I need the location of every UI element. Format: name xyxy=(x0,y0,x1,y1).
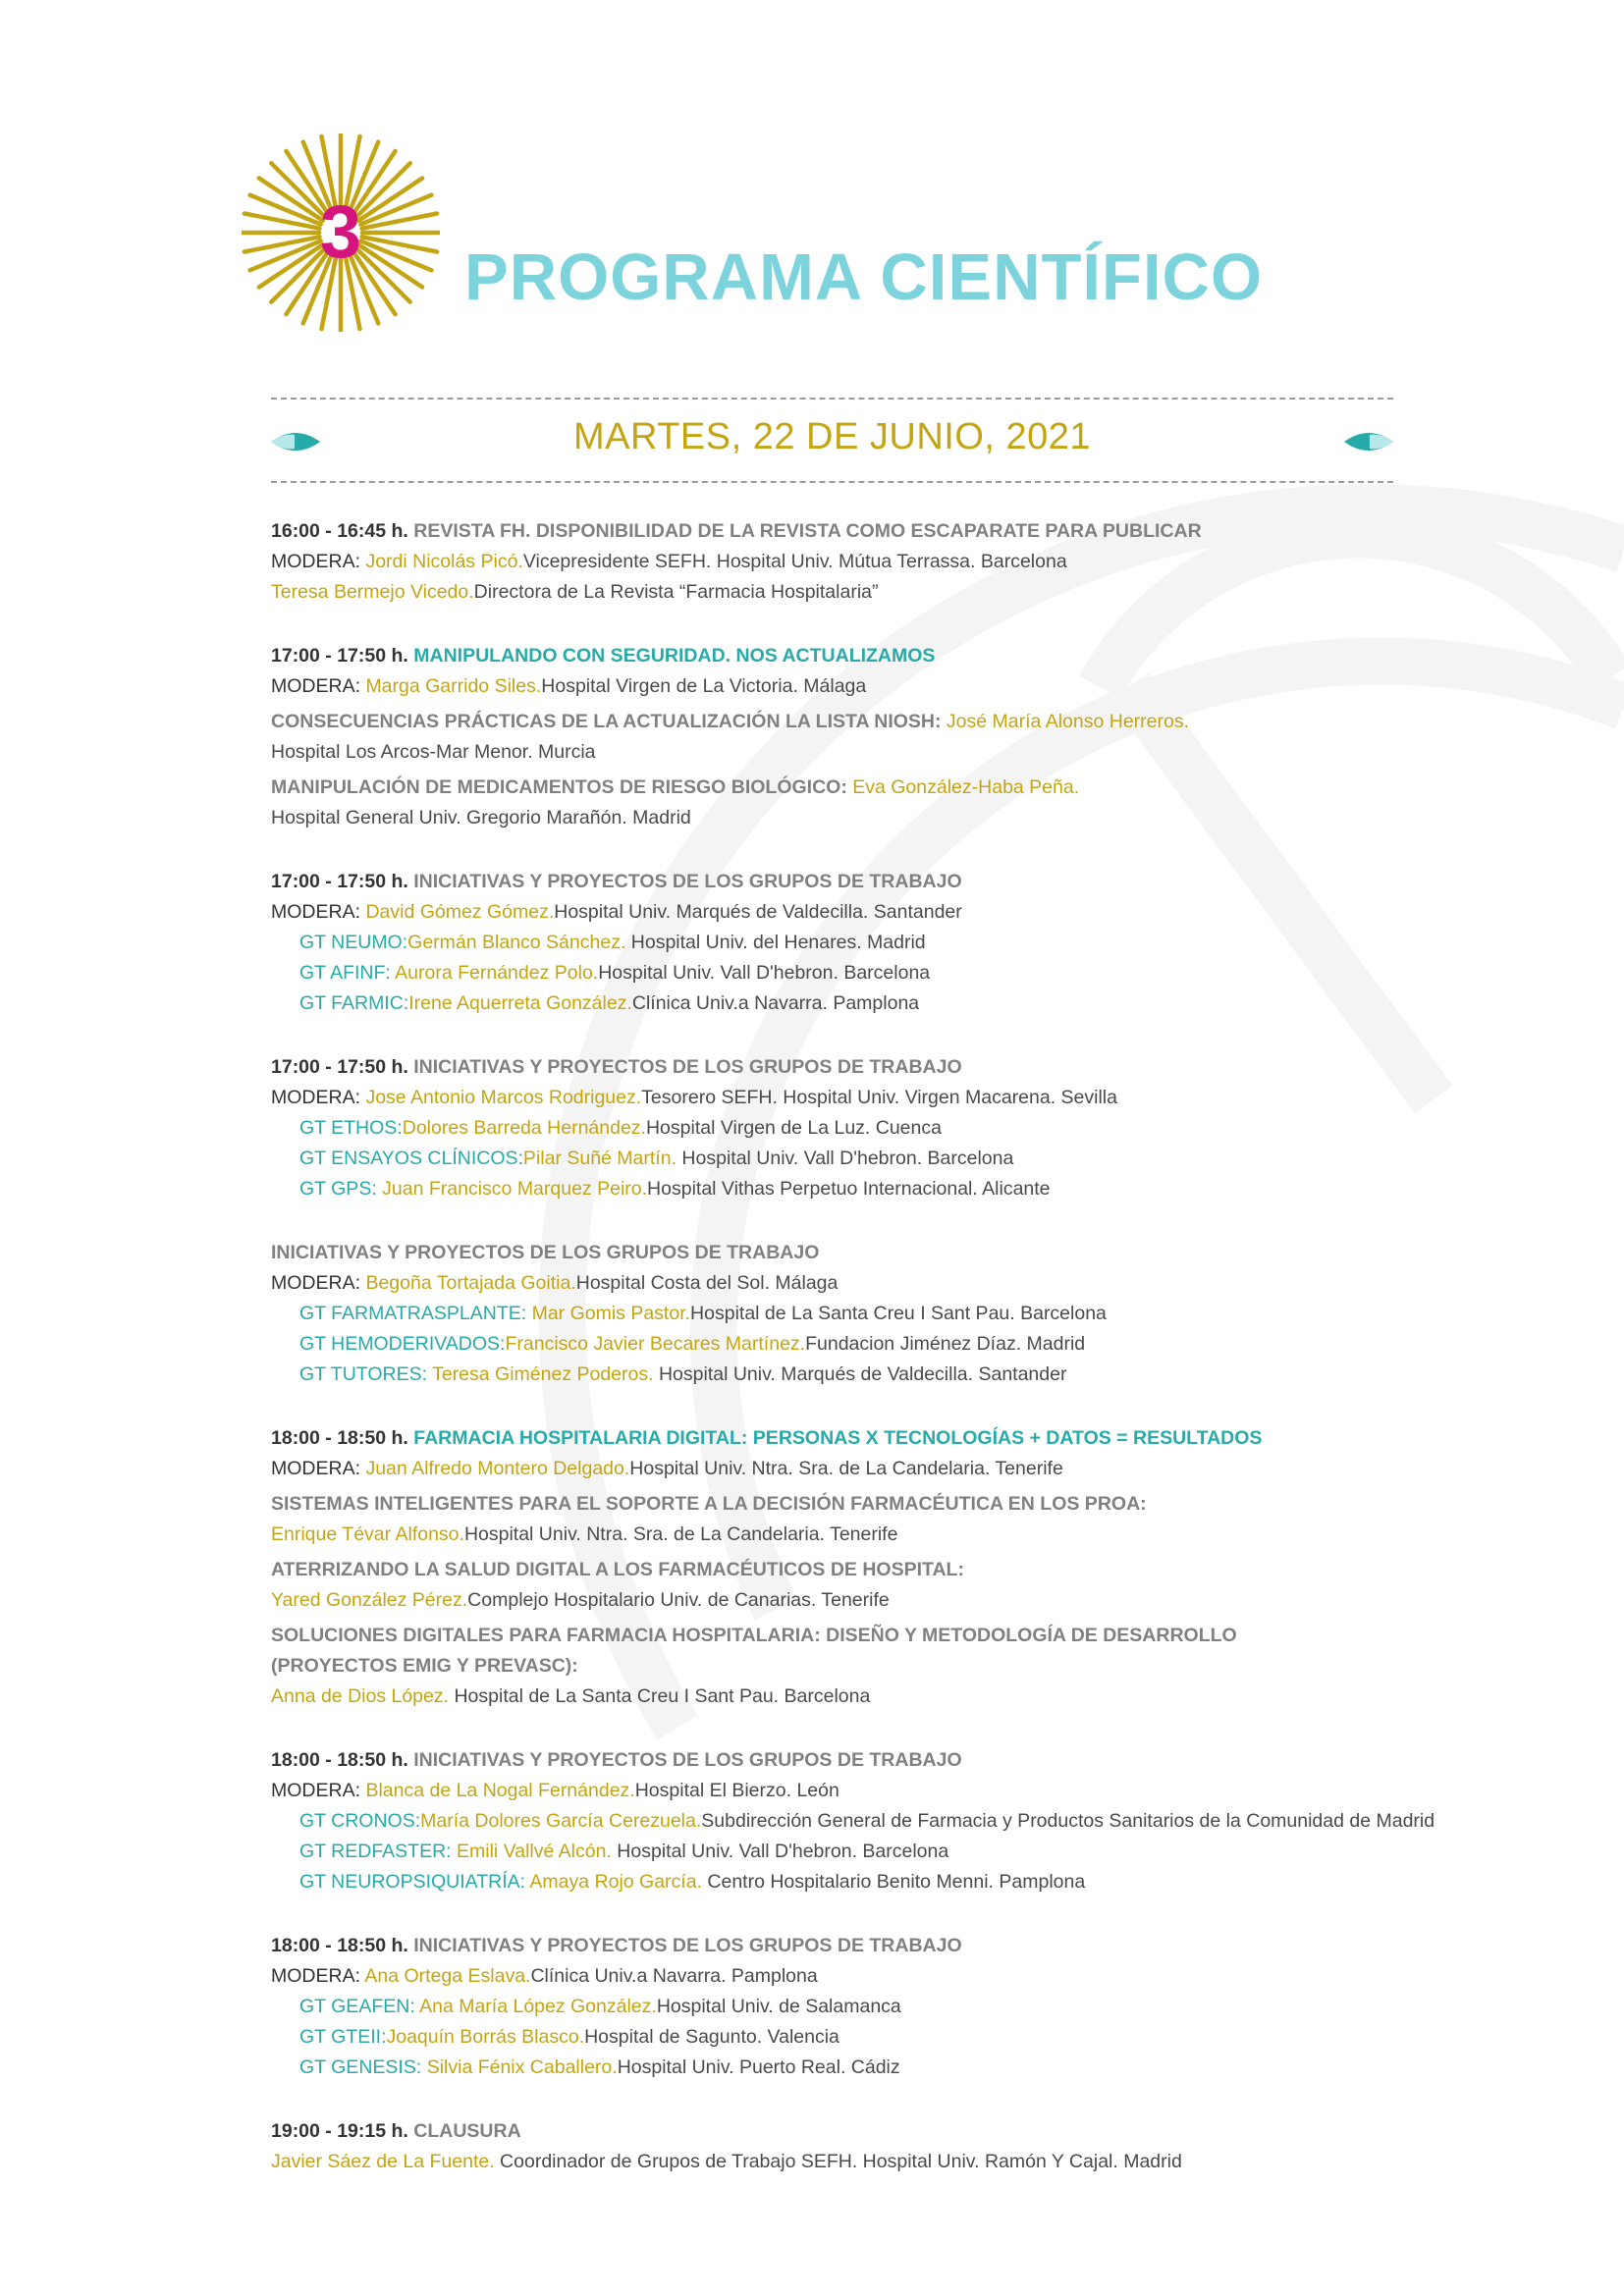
group-label: GT NEUMO: xyxy=(299,932,408,953)
group-affiliation: Fundacion Jiménez Díaz. Madrid xyxy=(805,1333,1086,1355)
divider-bottom xyxy=(271,481,1393,483)
group-affiliation: Hospital Univ. Vall D'hebron. Barcelona xyxy=(677,1148,1014,1169)
talk-affiliation: Hospital de La Santa Creu I Sant Pau. Barcelona xyxy=(449,1685,871,1707)
moderator-affiliation: Hospital Costa del Sol. Málaga xyxy=(575,1272,839,1294)
talk-affiliation-line xyxy=(271,803,1449,833)
group-speaker: Germán Blanco Sánchez. xyxy=(407,932,626,953)
session-title: INICIATIVAS Y PROYECTOS DE LOS GRUPOS DE TRABAJO xyxy=(413,1056,962,1078)
moderator-name: Ana Ortega Eslava. xyxy=(364,1965,531,1987)
moderator-label: MODERA: xyxy=(271,1458,366,1479)
talk-line xyxy=(271,707,1449,737)
session-title: MANIPULANDO CON SEGURIDAD. NOS ACTUALIZAMOS xyxy=(413,645,936,667)
group-affiliation: Hospital de Sagunto. Valencia xyxy=(584,2026,839,2048)
speaker-name: Javier Sáez de La Fuente. xyxy=(271,2151,495,2172)
talk-line xyxy=(271,773,1449,803)
session-block xyxy=(271,1238,1449,1390)
talk-title: SISTEMAS INTELIGENTES PARA EL SOPORTE A LA DECISIÓN FARMACÉUTICA EN LOS PROA: xyxy=(271,1493,1147,1515)
moderator-name: Begoña Tortajada Goitia. xyxy=(365,1272,576,1294)
session-time: 17:00 - 17:50 h. xyxy=(271,645,408,667)
group-speaker: Ana María López González. xyxy=(419,1996,657,2017)
speaker-affiliation: Coordinador de Grupos de Trabajo SEFH. Hospital Univ. Ramón Y Cajal. Madrid xyxy=(494,2151,1182,2172)
moderator-label: MODERA: xyxy=(271,551,366,572)
session-block xyxy=(271,867,1449,1019)
group-speaker: Amaya Rojo García. xyxy=(529,1871,702,1893)
group-line xyxy=(271,1144,1449,1174)
session-time: 17:00 - 17:50 h. xyxy=(271,871,408,892)
group-label: GT GTEII: xyxy=(299,2026,387,2048)
session-header xyxy=(271,1238,1449,1268)
talk-speaker-line xyxy=(271,1682,1449,1712)
group-line xyxy=(271,1360,1449,1390)
group-line xyxy=(271,1113,1449,1144)
group-label: GT FARMIC: xyxy=(299,992,409,1014)
group-affiliation: Hospital Univ. Vall D'hebron. Barcelona xyxy=(598,962,931,984)
session-block xyxy=(271,1423,1449,1712)
group-label: GT GPS: xyxy=(299,1178,383,1200)
session-header xyxy=(271,2116,1449,2147)
talk-speaker-line xyxy=(271,1585,1449,1616)
group-affiliation: Hospital Virgen de La Luz. Cuenca xyxy=(645,1117,942,1139)
speaker-line xyxy=(271,577,1449,608)
session-header xyxy=(271,1423,1449,1454)
group-speaker: Juan Francisco Marquez Peiro. xyxy=(382,1178,648,1200)
talk-title: MANIPULACIÓN DE MEDICAMENTOS DE RIESGO BIOLÓGICO: xyxy=(271,776,853,798)
moderator-line xyxy=(271,1083,1449,1113)
group-speaker: Dolores Barreda Hernández. xyxy=(402,1117,646,1139)
group-label: GT GEAFEN: xyxy=(299,1996,420,2017)
session-header xyxy=(271,1052,1449,1083)
program-list xyxy=(271,516,1449,2211)
moderator-line xyxy=(271,1268,1449,1299)
session-header xyxy=(271,641,1449,671)
group-line xyxy=(271,1329,1449,1360)
group-speaker: Irene Aquerreta González. xyxy=(408,992,632,1014)
group-line xyxy=(271,2053,1449,2083)
moderator-affiliation: Tesorero SEFH. Hospital Univ. Virgen Macarena. Sevilla xyxy=(641,1087,1117,1108)
eye-right-icon xyxy=(1344,429,1393,454)
group-speaker: Francisco Javier Becares Martínez. xyxy=(505,1333,806,1355)
group-label: GT FARMATRASPLANTE: xyxy=(299,1303,532,1324)
group-affiliation: Hospital Univ. Puerto Real. Cádiz xyxy=(617,2056,900,2078)
group-affiliation: Clínica Univ.a Navarra. Pamplona xyxy=(631,992,920,1014)
talk-title-line xyxy=(271,1555,1449,1585)
group-affiliation: Hospital Univ. Vall D'hebron. Barcelona xyxy=(611,1841,949,1862)
group-label: GT REDFASTER: xyxy=(299,1841,457,1862)
moderator-affiliation: Clínica Univ.a Navarra. Pamplona xyxy=(530,1965,818,1987)
group-label: GT ENSAYOS CLÍNICOS: xyxy=(299,1148,523,1169)
divider-top xyxy=(271,398,1393,400)
group-label: GT TUTORES: xyxy=(299,1363,433,1385)
session-time: 18:00 - 18:50 h. xyxy=(271,1749,408,1771)
talk-speaker: Yared González Pérez. xyxy=(271,1589,468,1611)
group-speaker: María Dolores García Cerezuela. xyxy=(420,1810,702,1832)
group-affiliation: Hospital Univ. de Salamanca xyxy=(656,1996,901,2017)
talk-title: SOLUCIONES DIGITALES PARA FARMACIA HOSPITALARIA: DISEÑO Y METODOLOGÍA DE DESARROLLO xyxy=(271,1625,1237,1646)
moderator-affiliation: Vicepresidente SEFH. Hospital Univ. Mútua Terrassa. Barcelona xyxy=(522,551,1067,572)
speaker-name: Teresa Bermejo Vicedo. xyxy=(271,581,474,603)
session-title: INICIATIVAS Y PROYECTOS DE LOS GRUPOS DE TRABAJO xyxy=(413,1749,962,1771)
group-line xyxy=(271,1174,1449,1204)
group-affiliation: Centro Hospitalario Benito Menni. Pamplona xyxy=(701,1871,1086,1893)
group-label: GT ETHOS: xyxy=(299,1117,403,1139)
moderator-name: David Gómez Gómez. xyxy=(365,901,555,923)
group-affiliation: Hospital de La Santa Creu I Sant Pau. Barcelona xyxy=(690,1303,1107,1324)
group-speaker: Pilar Suñé Martín. xyxy=(522,1148,677,1169)
session-block xyxy=(271,1931,1449,2083)
moderator-affiliation: Hospital El Bierzo. León xyxy=(634,1780,839,1801)
group-affiliation: Hospital Vithas Perpetuo Internacional. Alicante xyxy=(647,1178,1051,1200)
date-heading: MARTES, 22 DE JUNIO, 2021 xyxy=(572,416,1092,457)
session-time: 18:00 - 18:50 h. xyxy=(271,1935,408,1956)
talk-affiliation: Hospital Univ. Ntra. Sra. de La Candelaria. Tenerife xyxy=(463,1523,898,1545)
talk-speaker-line xyxy=(271,1520,1449,1550)
moderator-label: MODERA: xyxy=(271,901,366,923)
session-block xyxy=(271,516,1449,608)
group-line xyxy=(271,988,1449,1019)
moderator-line xyxy=(271,1454,1449,1484)
section-number: 3 xyxy=(319,190,362,274)
moderator-line xyxy=(271,1961,1449,1992)
group-affiliation: Hospital Univ. Marqués de Valdecilla. Santander xyxy=(653,1363,1067,1385)
group-label: GT HEMODERIVADOS: xyxy=(299,1333,506,1355)
session-header xyxy=(271,867,1449,897)
session-time: 19:00 - 19:15 h. xyxy=(271,2120,408,2142)
moderator-line xyxy=(271,897,1449,928)
group-speaker: Mar Gomis Pastor. xyxy=(531,1303,691,1324)
talk-speaker: José María Alonso Herreros. xyxy=(946,711,1190,732)
session-time: 16:00 - 16:45 h. xyxy=(271,520,408,542)
moderator-line xyxy=(271,671,1449,702)
moderator-affiliation: Hospital Univ. Marqués de Valdecilla. Santander xyxy=(554,901,962,923)
group-line xyxy=(271,958,1449,988)
page-title: PROGRAMA CIENTÍFICO xyxy=(464,240,1264,314)
talk-title-line xyxy=(271,1651,1449,1682)
moderator-label: MODERA: xyxy=(271,1087,366,1108)
group-line xyxy=(271,1867,1449,1897)
group-label: GT NEUROPSIQUIATRÍA: xyxy=(299,1871,530,1893)
group-speaker: Silvia Fénix Caballero. xyxy=(426,2056,618,2078)
moderator-name: Jose Antonio Marcos Rodriguez. xyxy=(365,1087,642,1108)
session-title: INICIATIVAS Y PROYECTOS DE LOS GRUPOS DE TRABAJO xyxy=(413,1935,962,1956)
group-line xyxy=(271,1806,1449,1837)
session-header xyxy=(271,1931,1449,1961)
group-label: GT CRONOS: xyxy=(299,1810,421,1832)
session-title: INICIATIVAS Y PROYECTOS DE LOS GRUPOS DE TRABAJO xyxy=(413,871,962,892)
moderator-line xyxy=(271,547,1449,577)
moderator-name: Jordi Nicolás Picó. xyxy=(365,551,523,572)
group-affiliation: Subdirección General de Farmacia y Productos Sanitarios de la Comunidad de Madrid xyxy=(701,1810,1435,1832)
group-label: GT GENESIS: xyxy=(299,2056,427,2078)
session-title: REVISTA FH. DISPONIBILIDAD DE LA REVISTA COMO ESCAPARATE PARA PUBLICAR xyxy=(413,520,1202,542)
session-block xyxy=(271,1052,1449,1204)
group-line xyxy=(271,1992,1449,2022)
session-title: INICIATIVAS Y PROYECTOS DE LOS GRUPOS DE TRABAJO xyxy=(271,1242,820,1263)
group-speaker: Emili Vallvé Alcón. xyxy=(457,1841,612,1862)
group-affiliation: Hospital Univ. del Henares. Madrid xyxy=(625,932,926,953)
talk-speaker: Enrique Tévar Alfonso. xyxy=(271,1523,464,1545)
talk-affiliation: Hospital Los Arcos-Mar Menor. Murcia xyxy=(271,741,596,763)
moderator-label: MODERA: xyxy=(271,1965,365,1987)
moderator-name: Blanca de La Nogal Fernández. xyxy=(365,1780,635,1801)
moderator-line xyxy=(271,1776,1449,1806)
group-line xyxy=(271,2022,1449,2053)
group-label: GT AFINF: xyxy=(299,962,396,984)
session-header xyxy=(271,1745,1449,1776)
moderator-label: MODERA: xyxy=(271,1780,366,1801)
session-block xyxy=(271,2116,1449,2177)
moderator-affiliation: Hospital Univ. Ntra. Sra. de La Candelaria. Tenerife xyxy=(629,1458,1063,1479)
session-header xyxy=(271,516,1449,547)
session-block xyxy=(271,1745,1449,1897)
talk-title: ATERRIZANDO LA SALUD DIGITAL A LOS FARMACÉUTICOS DE HOSPITAL: xyxy=(271,1559,964,1580)
talk-affiliation-line xyxy=(271,737,1449,768)
talk-speaker: Eva González-Haba Peña. xyxy=(852,776,1080,798)
group-speaker: Joaquín Borrás Blasco. xyxy=(386,2026,585,2048)
talk-speaker: Anna de Dios López. xyxy=(271,1685,450,1707)
talk-title: (PROYECTOS EMIG Y PREVASC): xyxy=(271,1655,578,1677)
speaker-line xyxy=(271,2147,1449,2177)
session-time: 18:00 - 18:50 h. xyxy=(271,1427,408,1449)
talk-affiliation: Complejo Hospitalario Univ. de Canarias. Tenerife xyxy=(467,1589,890,1611)
talk-affiliation: Hospital General Univ. Gregorio Marañón. Madrid xyxy=(271,807,691,828)
group-speaker: Teresa Giménez Poderos. xyxy=(432,1363,654,1385)
moderator-name: Marga Garrido Siles. xyxy=(365,675,542,697)
moderator-label: MODERA: xyxy=(271,1272,366,1294)
talk-title-line xyxy=(271,1489,1449,1520)
moderator-name: Juan Alfredo Montero Delgado. xyxy=(365,1458,630,1479)
session-title: CLAUSURA xyxy=(413,2120,521,2142)
group-speaker: Aurora Fernández Polo. xyxy=(395,962,599,984)
group-line xyxy=(271,1299,1449,1329)
moderator-label: MODERA: xyxy=(271,675,366,697)
group-line xyxy=(271,928,1449,958)
talk-title-line xyxy=(271,1621,1449,1651)
talk-title: CONSECUENCIAS PRÁCTICAS DE LA ACTUALIZACIÓN LA LISTA NIOSH: xyxy=(271,711,947,732)
session-block xyxy=(271,641,1449,833)
group-line xyxy=(271,1837,1449,1867)
session-time: 17:00 - 17:50 h. xyxy=(271,1056,408,1078)
speaker-affiliation: Directora de La Revista “Farmacia Hospitalaria” xyxy=(473,581,879,603)
moderator-affiliation: Hospital Virgen de La Victoria. Málaga xyxy=(541,675,867,697)
session-title: FARMACIA HOSPITALARIA DIGITAL: PERSONAS X TECNOLOGÍAS + DATOS = RESULTADOS xyxy=(413,1427,1263,1449)
